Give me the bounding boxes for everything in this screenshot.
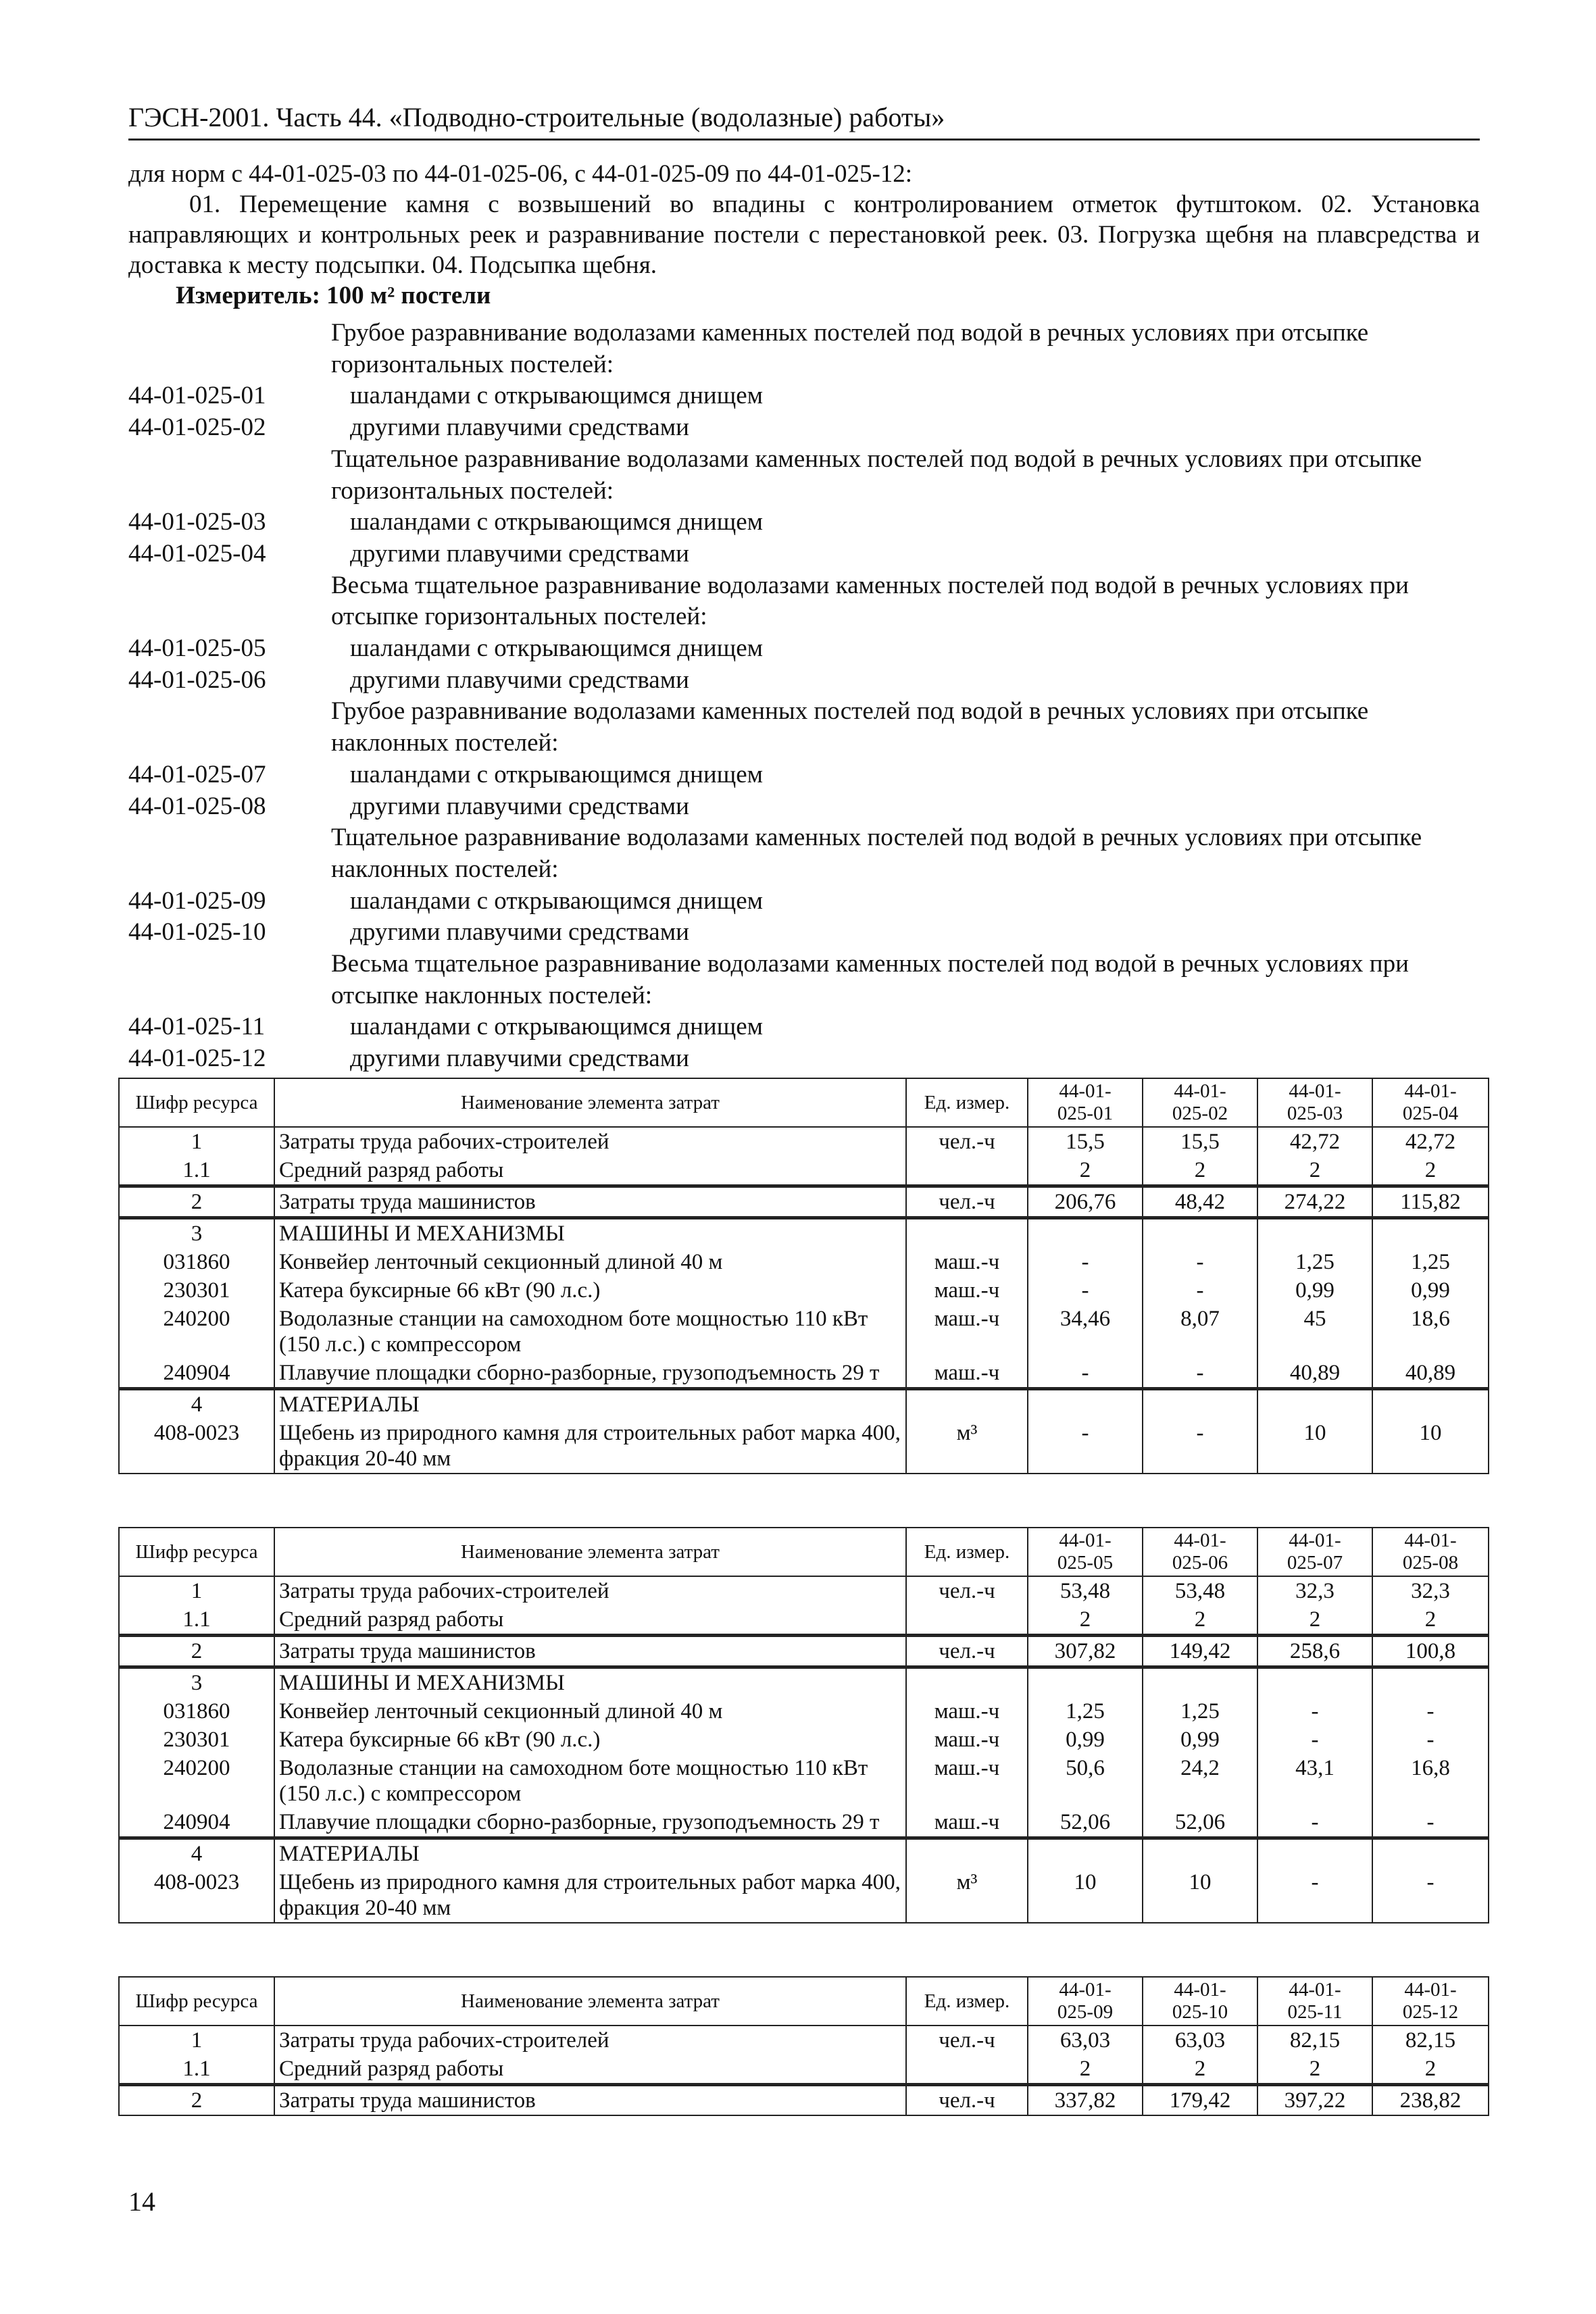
norm-value: -: [1143, 1359, 1257, 1389]
table-row: [119, 1186, 1489, 1218]
norm-value: 15,5: [1028, 1127, 1143, 1156]
norm-description: шаландами с открывающимся днищем: [350, 760, 764, 788]
norm-value: [1257, 1838, 1372, 1869]
norm-code-part: 025-01: [1057, 1103, 1114, 1124]
norm-value: [1372, 1667, 1489, 1698]
norm-value: 50,6: [1028, 1754, 1143, 1808]
norm-code: 44-01-025-08: [128, 792, 266, 820]
table-row: [119, 1389, 1489, 1419]
unit: чел.-ч: [906, 1186, 1028, 1218]
norm-value: [1143, 1218, 1257, 1249]
cost-name: Катера буксирные 66 кВт (90 л.с.): [274, 1276, 906, 1305]
table-row: [119, 1419, 1489, 1474]
header-norm-code: [1372, 1528, 1489, 1576]
norm-value: -: [1372, 1808, 1489, 1838]
norm-value: 274,22: [1257, 1186, 1372, 1218]
table-row: [119, 1838, 1489, 1869]
intro-section: [128, 159, 1480, 311]
norm-value: 2: [1257, 1605, 1372, 1636]
norm-item: [128, 791, 1480, 823]
table-header-row: [119, 1977, 1489, 2026]
norm-item: [128, 538, 1480, 570]
norm-value: 10: [1372, 1419, 1489, 1474]
norm-value: 258,6: [1257, 1636, 1372, 1667]
norm-item: [128, 1043, 1480, 1075]
norm-value: 53,48: [1028, 1576, 1143, 1605]
resource-code: 2: [119, 1186, 274, 1218]
unit: [906, 1838, 1028, 1869]
norm-group-title: Тщательное разравнивание водолазами каменных постелей под водой в речных условиях при отсыпке наклонных постелей:: [331, 824, 1422, 883]
header-cost-name: Наименование элемента затрат: [274, 1528, 906, 1576]
norm-code-part: 44-01-: [1404, 1979, 1457, 2001]
norm-code-part: 44-01-: [1404, 1080, 1457, 1102]
header-unit: Ед. измер.: [906, 1078, 1028, 1127]
unit: маш.-ч: [906, 1697, 1028, 1726]
resource-code: 3: [119, 1667, 274, 1698]
cost-name: Затраты труда машинистов: [274, 2085, 906, 2116]
norm-value: 82,15: [1257, 2026, 1372, 2055]
norm-value: [1372, 1838, 1489, 1869]
resource-code: 2: [119, 1636, 274, 1667]
unit: м³: [906, 1419, 1028, 1474]
norm-value: 32,3: [1372, 1576, 1489, 1605]
norm-item: [128, 380, 1480, 412]
norm-value: [1257, 1389, 1372, 1419]
norm-value: 115,82: [1372, 1186, 1489, 1218]
table-row: [119, 1156, 1489, 1186]
norm-value: 2: [1143, 1605, 1257, 1636]
cost-name: Плавучие площадки сборно-разборные, грузоподъемность 29 т: [274, 1808, 906, 1838]
cost-name: Водолазные станции на самоходном боте мощностью 110 кВт (150 л.с.) с компрессором: [274, 1754, 906, 1808]
page-header: ГЭСН-2001. Часть 44. «Подводно-строительные (водолазные) работы»: [128, 101, 1480, 141]
cost-name: Плавучие площадки сборно-разборные, грузоподъемность 29 т: [274, 1359, 906, 1389]
norm-value: [1028, 1389, 1143, 1419]
table-row: [119, 1305, 1489, 1359]
norm-value: 42,72: [1257, 1127, 1372, 1156]
norm-value: 10: [1028, 1868, 1143, 1923]
norm-description: другими плавучими средствами: [350, 1045, 689, 1073]
norm-value: 52,06: [1143, 1808, 1257, 1838]
resource-code: 1.1: [119, 1605, 274, 1636]
table-row: [119, 1276, 1489, 1305]
norm-value: -: [1372, 1726, 1489, 1754]
header-cost-name: Наименование элемента затрат: [274, 1078, 906, 1127]
norm-code-part: 025-11: [1287, 2001, 1343, 2023]
norm-value: 179,42: [1143, 2085, 1257, 2116]
resource-code: 4: [119, 1838, 274, 1869]
norm-value: 53,48: [1143, 1576, 1257, 1605]
cost-name: МАТЕРИАЛЫ: [274, 1389, 906, 1419]
norm-value: [1028, 1667, 1143, 1698]
norm-description: другими плавучими средствами: [350, 918, 689, 947]
norm-value: -: [1257, 1726, 1372, 1754]
norm-description: шаландами с открывающимся днищем: [350, 382, 764, 410]
norm-value: -: [1257, 1808, 1372, 1838]
norm-value: 24,2: [1143, 1754, 1257, 1808]
norm-description: шаландами с открывающимся днищем: [350, 1013, 764, 1041]
norm-value: 34,46: [1028, 1305, 1143, 1359]
norm-value: 18,6: [1372, 1305, 1489, 1359]
norm-value: 32,3: [1257, 1576, 1372, 1605]
norm-description: шаландами с открывающимся днищем: [350, 508, 764, 536]
norm-description: шаландами с открывающимся днищем: [350, 634, 764, 663]
norm-code-part: 025-02: [1172, 1103, 1228, 1124]
norm-code-part: 025-03: [1287, 1103, 1343, 1124]
unit: [906, 1218, 1028, 1249]
norm-code-part: 025-09: [1057, 2001, 1114, 2023]
norm-value: 1,25: [1372, 1248, 1489, 1276]
norm-value: [1257, 1667, 1372, 1698]
table-row: [119, 1576, 1489, 1605]
cost-name: Средний разряд работы: [274, 1156, 906, 1186]
norm-code: 44-01-025-04: [128, 539, 266, 568]
norm-description: другими плавучими средствами: [350, 413, 689, 442]
norm-description: другими плавучими средствами: [350, 539, 689, 568]
cost-name: Затраты труда машинистов: [274, 1636, 906, 1667]
norm-value: 2: [1028, 2055, 1143, 2085]
table-row: [119, 2026, 1489, 2055]
norm-description: другими плавучими средствами: [350, 792, 689, 820]
norm-value: 8,07: [1143, 1305, 1257, 1359]
cost-name: Затраты труда машинистов: [274, 1186, 906, 1218]
norm-value: 2: [1257, 2055, 1372, 2085]
norm-code: 44-01-025-06: [128, 665, 266, 694]
resource-code: 4: [119, 1389, 274, 1419]
cost-name: МАТЕРИАЛЫ: [274, 1838, 906, 1869]
norm-value: 63,03: [1143, 2026, 1257, 2055]
norm-code-part: 44-01-: [1059, 1979, 1112, 2001]
cost-name: Щебень из природного камня для строительных работ марка 400, фракция 20-40 мм: [274, 1419, 906, 1474]
norm-value: [1372, 1389, 1489, 1419]
unit: маш.-ч: [906, 1754, 1028, 1808]
table-row: [119, 1248, 1489, 1276]
norm-value: 2: [1028, 1605, 1143, 1636]
norm-value: [1028, 1838, 1143, 1869]
norm-group-title: Весьма тщательное разравнивание водолазами каменных постелей под водой в речных условиях при отсыпке горизонтальных постелей:: [331, 571, 1409, 631]
table-row: [119, 1636, 1489, 1667]
norm-code: 44-01-025-09: [128, 886, 266, 915]
resource-code: 1: [119, 2026, 274, 2055]
norm-value: 206,76: [1028, 1186, 1143, 1218]
norm-code-part: 025-12: [1402, 2001, 1459, 2023]
norm-value: 100,8: [1372, 1636, 1489, 1667]
norm-value: 40,89: [1372, 1359, 1489, 1389]
norm-code-part: 44-01-: [1404, 1530, 1457, 1551]
norm-item: [128, 1011, 1480, 1043]
norm-value: 149,42: [1143, 1636, 1257, 1667]
norm-code: 44-01-025-01: [128, 382, 266, 410]
resource-code: 2: [119, 2085, 274, 2116]
header-norm-code: [1143, 1078, 1257, 1127]
norm-code: 44-01-025-05: [128, 634, 266, 663]
resource-code: 240904: [119, 1808, 274, 1838]
norm-value: 2: [1143, 2055, 1257, 2085]
cost-name: МАШИНЫ И МЕХАНИЗМЫ: [274, 1218, 906, 1249]
norm-group-title: Грубое разравнивание водолазами каменных постелей под водой в речных условиях при отсыпке наклонных постелей:: [331, 697, 1369, 757]
norm-item: [128, 633, 1480, 665]
norm-description: другими плавучими средствами: [350, 665, 689, 694]
norm-value: 2: [1372, 1156, 1489, 1186]
unit: чел.-ч: [906, 2085, 1028, 2116]
cost-name: Средний разряд работы: [274, 2055, 906, 2085]
table-row: [119, 1605, 1489, 1636]
table-row: [119, 1218, 1489, 1249]
norm-value: 40,89: [1257, 1359, 1372, 1389]
cost-table-2: [118, 1527, 1489, 1923]
norm-value: -: [1028, 1276, 1143, 1305]
table-header-row: [119, 1078, 1489, 1127]
norms-list: [128, 318, 1480, 1075]
norm-item: [128, 917, 1480, 949]
cost-name: Катера буксирные 66 кВт (90 л.с.): [274, 1726, 906, 1754]
norm-value: [1257, 1218, 1372, 1249]
table-row: [119, 1754, 1489, 1808]
norm-value: 48,42: [1143, 1186, 1257, 1218]
cost-name: Щебень из природного камня для строительных работ марка 400, фракция 20-40 мм: [274, 1868, 906, 1923]
unit: [906, 1667, 1028, 1698]
norm-group-title: Грубое разравнивание водолазами каменных постелей под водой в речных условиях при отсыпке горизонтальных постелей:: [331, 319, 1369, 378]
norm-code-part: 025-07: [1287, 1552, 1343, 1574]
norm-code-part: 025-08: [1402, 1552, 1459, 1574]
norm-code-part: 44-01-: [1059, 1530, 1112, 1551]
resource-code: 031860: [119, 1248, 274, 1276]
norm-value: 337,82: [1028, 2085, 1143, 2116]
measure-unit: Измеритель: 100 м² постели: [176, 282, 491, 309]
unit: [906, 1605, 1028, 1636]
norm-code-part: 44-01-: [1289, 1530, 1341, 1551]
resource-code: 230301: [119, 1726, 274, 1754]
resource-code: 3: [119, 1218, 274, 1249]
norm-code-part: 44-01-: [1174, 1530, 1226, 1551]
norm-code-part: 025-06: [1172, 1552, 1228, 1574]
norm-value: [1028, 1218, 1143, 1249]
unit: маш.-ч: [906, 1305, 1028, 1359]
norm-code-part: 44-01-: [1059, 1080, 1112, 1102]
norm-value: [1143, 1389, 1257, 1419]
unit: [906, 1156, 1028, 1186]
unit: маш.-ч: [906, 1726, 1028, 1754]
norm-code: 44-01-025-11: [128, 1013, 266, 1041]
header-norm-code: [1143, 1977, 1257, 2026]
cost-name: Средний разряд работы: [274, 1605, 906, 1636]
resource-code: 240200: [119, 1754, 274, 1808]
header-norm-code: [1028, 1977, 1143, 2026]
norm-code: 44-01-025-12: [128, 1045, 266, 1073]
norm-value: -: [1372, 1868, 1489, 1923]
norm-value: -: [1028, 1248, 1143, 1276]
header-resource-code: Шифр ресурса: [119, 1528, 274, 1576]
norm-item: [128, 412, 1480, 444]
unit: чел.-ч: [906, 1636, 1028, 1667]
header-norm-code: [1028, 1528, 1143, 1576]
norm-item: [128, 886, 1480, 917]
norm-description: шаландами с открывающимся днищем: [350, 886, 764, 915]
norm-item: [128, 507, 1480, 538]
table-row: [119, 1808, 1489, 1838]
header-resource-code: Шифр ресурса: [119, 1078, 274, 1127]
header-norm-code: [1257, 1078, 1372, 1127]
unit: чел.-ч: [906, 1127, 1028, 1156]
norm-group-title: Тщательное разравнивание водолазами каменных постелей под водой в речных условиях при отсыпке горизонтальных постелей:: [331, 445, 1422, 505]
resource-code: 1.1: [119, 2055, 274, 2085]
cost-name: Водолазные станции на самоходном боте мощностью 110 кВт (150 л.с.) с компрессором: [274, 1305, 906, 1359]
norm-code-part: 44-01-: [1174, 1080, 1226, 1102]
norm-value: 42,72: [1372, 1127, 1489, 1156]
page-number: 14: [128, 2186, 155, 2217]
unit: [906, 2055, 1028, 2085]
norm-value: -: [1028, 1419, 1143, 1474]
norm-value: -: [1257, 1697, 1372, 1726]
resource-code: 240904: [119, 1359, 274, 1389]
header-unit: Ед. измер.: [906, 1977, 1028, 2026]
header-norm-code: [1372, 1977, 1489, 2026]
norm-value: -: [1143, 1276, 1257, 1305]
cost-name: Конвейер ленточный секционный длиной 40 м: [274, 1697, 906, 1726]
norm-value: -: [1143, 1248, 1257, 1276]
unit: маш.-ч: [906, 1808, 1028, 1838]
norm-value: 397,22: [1257, 2085, 1372, 2116]
norm-code: 44-01-025-03: [128, 508, 266, 536]
cost-name: Затраты труда рабочих-строителей: [274, 1576, 906, 1605]
norm-value: 0,99: [1028, 1726, 1143, 1754]
cost-name: Затраты труда рабочих-строителей: [274, 1127, 906, 1156]
resource-code: 1: [119, 1127, 274, 1156]
norm-code-part: 44-01-: [1174, 1979, 1226, 2001]
norm-item: [128, 759, 1480, 791]
norm-value: -: [1257, 1868, 1372, 1923]
cost-name: Затраты труда рабочих-строителей: [274, 2026, 906, 2055]
norm-code: 44-01-025-02: [128, 413, 266, 442]
norm-value: [1372, 1218, 1489, 1249]
header-norm-code: [1257, 1528, 1372, 1576]
norm-item: [128, 665, 1480, 697]
norm-value: -: [1372, 1697, 1489, 1726]
cost-table-1: [118, 1078, 1489, 1474]
header-norm-code: [1143, 1528, 1257, 1576]
table-row: [119, 1726, 1489, 1754]
norm-value: 1,25: [1143, 1697, 1257, 1726]
norm-group-title: Весьма тщательное разравнивание водолазами каменных постелей под водой в речных условиях при отсыпке наклонных постелей:: [331, 950, 1409, 1009]
header-cost-name: Наименование элемента затрат: [274, 1977, 906, 2026]
table-row: [119, 1697, 1489, 1726]
norm-value: 82,15: [1372, 2026, 1489, 2055]
norm-value: [1143, 1667, 1257, 1698]
unit: маш.-ч: [906, 1248, 1028, 1276]
unit: маш.-ч: [906, 1276, 1028, 1305]
norm-value: 0,99: [1257, 1276, 1372, 1305]
header-norm-code: [1372, 1078, 1489, 1127]
unit: чел.-ч: [906, 1576, 1028, 1605]
header-unit: Ед. измер.: [906, 1528, 1028, 1576]
norm-value: 0,99: [1372, 1276, 1489, 1305]
table-header-row: [119, 1528, 1489, 1576]
norm-value: 0,99: [1143, 1726, 1257, 1754]
norm-value: 63,03: [1028, 2026, 1143, 2055]
norm-value: 238,82: [1372, 2085, 1489, 2116]
norm-code-part: 025-04: [1402, 1103, 1459, 1124]
unit: чел.-ч: [906, 2026, 1028, 2055]
norm-value: 43,1: [1257, 1754, 1372, 1808]
header-resource-code: Шифр ресурса: [119, 1977, 274, 2026]
norm-code: 44-01-025-10: [128, 918, 266, 947]
table-row: [119, 1868, 1489, 1923]
norm-value: 2: [1143, 1156, 1257, 1186]
norm-value: 1,25: [1028, 1697, 1143, 1726]
norm-value: 307,82: [1028, 1636, 1143, 1667]
norm-code: 44-01-025-07: [128, 760, 266, 788]
table-row: [119, 2085, 1489, 2116]
norm-code-part: 025-05: [1057, 1552, 1114, 1574]
unit: м³: [906, 1868, 1028, 1923]
resource-code: 408-0023: [119, 1419, 274, 1474]
norm-value: 15,5: [1143, 1127, 1257, 1156]
cost-name: Конвейер ленточный секционный длиной 40 м: [274, 1248, 906, 1276]
resource-code: 240200: [119, 1305, 274, 1359]
applies-to-text: для норм с 44-01-025-03 по 44-01-025-06, с 44-01-025-09 по 44-01-025-12:: [128, 160, 913, 188]
norm-value: 16,8: [1372, 1754, 1489, 1808]
norm-value: 52,06: [1028, 1808, 1143, 1838]
norm-value: 2: [1372, 2055, 1489, 2085]
unit: [906, 1389, 1028, 1419]
work-steps-text: 01. Перемещение камня с возвышений во впадины с контролированием отметок футштоком. 02. Установка направляющих и контрольных реек и разравнивание постели с перестановкой реек. 03. Погрузка щебня на плавсредства и доставка к месту подсыпки. 04. Подсыпка щебня.: [128, 191, 1480, 279]
norm-value: 45: [1257, 1305, 1372, 1359]
table-row: [119, 2055, 1489, 2085]
resource-code: 408-0023: [119, 1868, 274, 1923]
resource-code: 031860: [119, 1697, 274, 1726]
resource-code: 230301: [119, 1276, 274, 1305]
header-norm-code: [1257, 1977, 1372, 2026]
resource-code: 1: [119, 1576, 274, 1605]
norm-value: 2: [1028, 1156, 1143, 1186]
norm-value: 2: [1372, 1605, 1489, 1636]
norm-code-part: 44-01-: [1289, 1979, 1341, 2001]
header-norm-code: [1028, 1078, 1143, 1127]
norm-value: [1143, 1838, 1257, 1869]
cost-table-3: [118, 1976, 1489, 2116]
norm-value: 1,25: [1257, 1248, 1372, 1276]
norm-value: 10: [1143, 1868, 1257, 1923]
table-row: [119, 1667, 1489, 1698]
unit: маш.-ч: [906, 1359, 1028, 1389]
cost-name: МАШИНЫ И МЕХАНИЗМЫ: [274, 1667, 906, 1698]
table-row: [119, 1359, 1489, 1389]
norm-code-part: 44-01-: [1289, 1080, 1341, 1102]
norm-code-part: 025-10: [1172, 2001, 1228, 2023]
norm-value: -: [1143, 1419, 1257, 1474]
norm-value: 10: [1257, 1419, 1372, 1474]
table-row: [119, 1127, 1489, 1156]
norm-value: -: [1028, 1359, 1143, 1389]
norm-value: 2: [1257, 1156, 1372, 1186]
resource-code: 1.1: [119, 1156, 274, 1186]
